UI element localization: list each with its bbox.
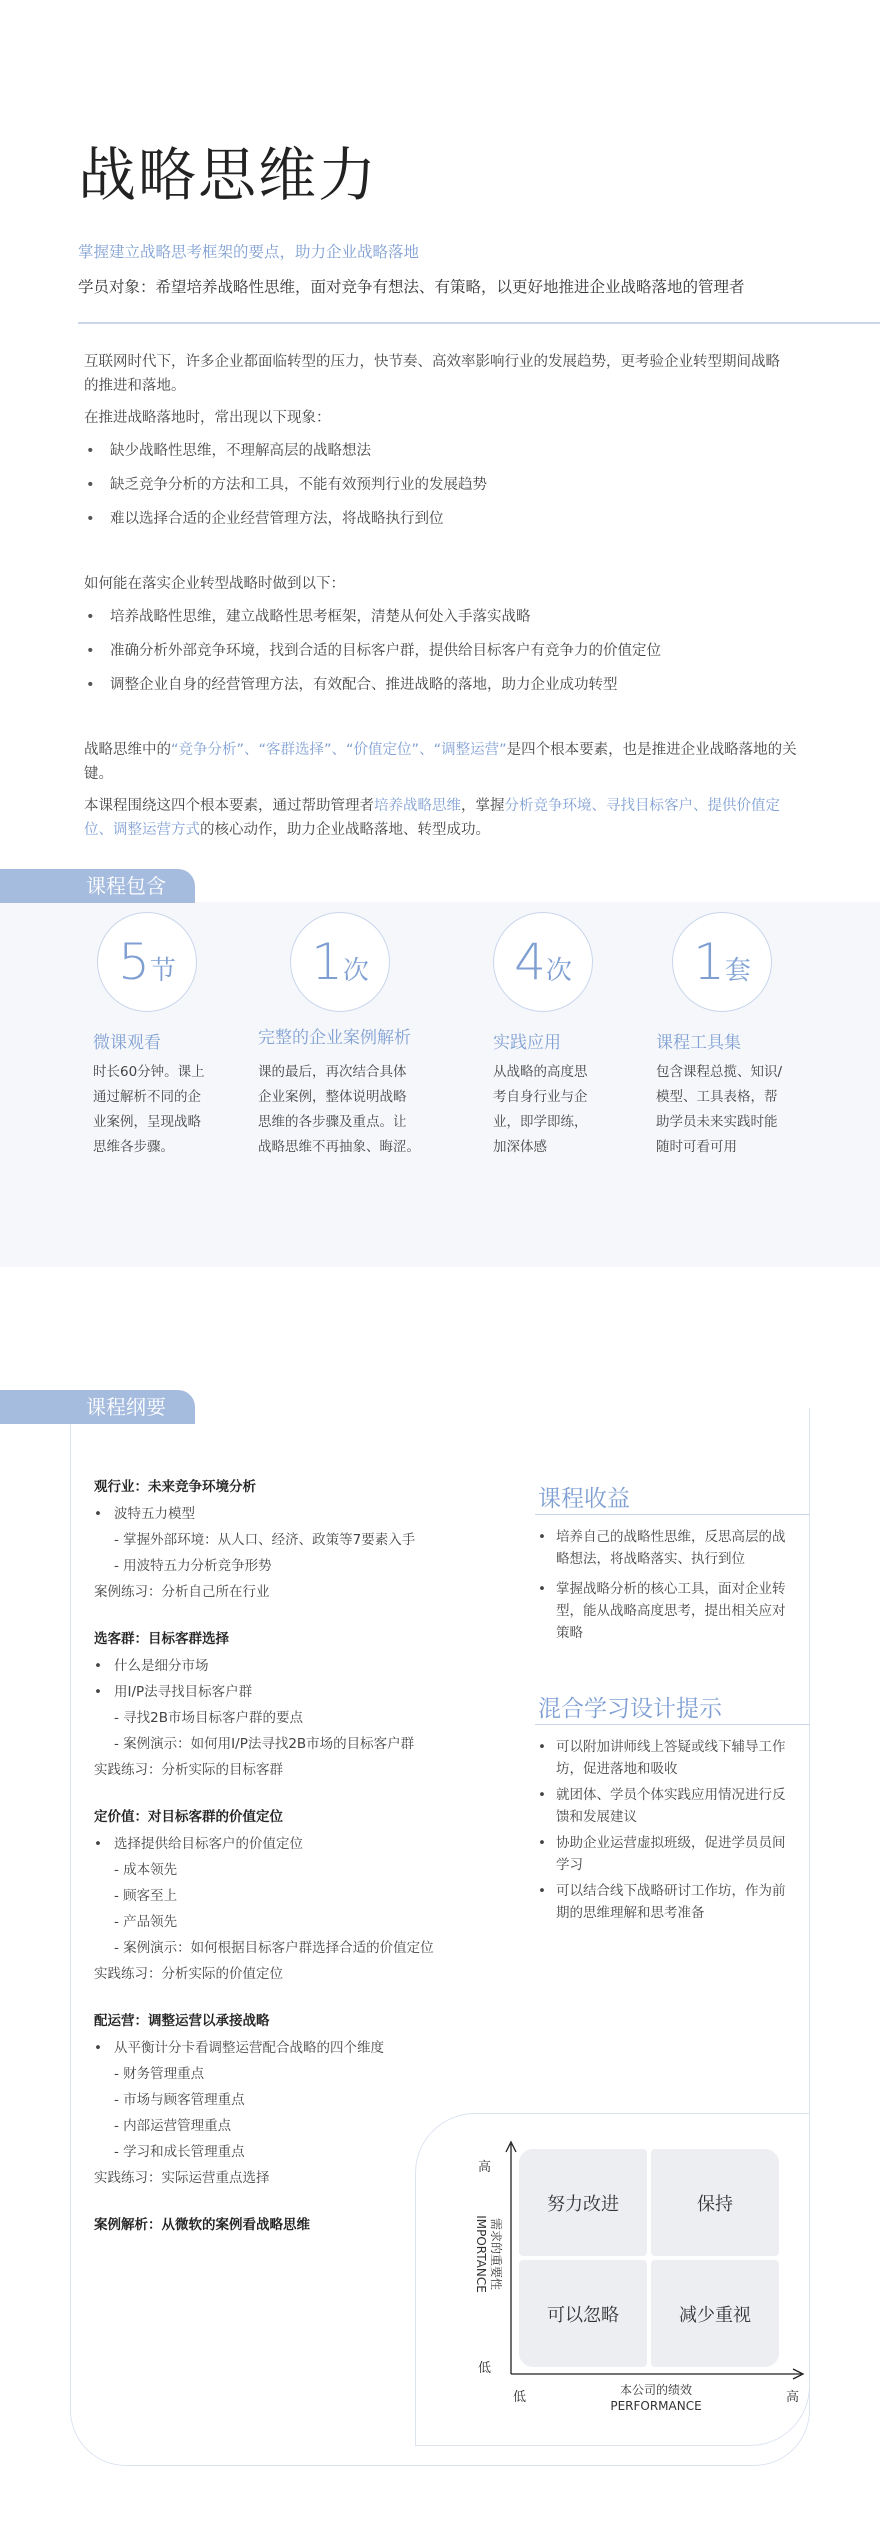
outline-tab: 课程纲要 — [0, 1390, 195, 1424]
benefits-list — [538, 1526, 788, 1646]
includes-tab: 课程包含 — [0, 869, 195, 903]
feature-title: 课程工具集 — [656, 1033, 741, 1053]
module-title: 选客群：目标客群选择 — [94, 1631, 229, 1647]
feature-description-line: 加深体感 — [493, 1139, 547, 1155]
feature-description-line: 包含课程总揽、知识/ — [656, 1064, 783, 1080]
x-axis-title-cn: 本公司的绩效 — [619, 2383, 692, 2397]
feature-title: 微课观看 — [93, 1033, 161, 1053]
module-bullet: • 波特五力模型 — [94, 1501, 494, 1527]
outline-module — [94, 1475, 494, 1605]
module-title: 定价值：对目标客群的价值定位 — [94, 1809, 283, 1825]
blended-item: • 协助企业运营虚拟班级，促进学员员间学习 — [538, 1832, 788, 1876]
feature-title: 实践应用 — [493, 1033, 561, 1053]
module-bullet: • 选择提供给目标客户的价值定位 — [94, 1831, 494, 1857]
feature-description — [258, 1060, 420, 1160]
blended-divider — [535, 1724, 810, 1725]
feature-description-line: 课的最后，再次结合具体 — [258, 1064, 407, 1080]
feature-count-circle — [672, 912, 772, 1012]
feature-description-line: 考自身行业与企 — [493, 1089, 588, 1105]
module-subitem: - 内部运营管理重点 — [114, 2118, 232, 2134]
feature-description — [656, 1060, 782, 1160]
feature-description-line: 模型、工具表格，帮 — [656, 1089, 778, 1105]
quadrant-reduce: 减少重视 — [651, 2260, 779, 2367]
module-title: 配运营：调整运营以承接战略 — [94, 2013, 270, 2029]
feature-count-circle — [290, 912, 390, 1012]
module-bullet: • 从平衡计分卡看调整运营配合战略的四个维度 — [94, 2035, 494, 2061]
feature-unit: 节 — [149, 956, 176, 986]
matrix-card — [415, 2113, 810, 2446]
key-elements-text: 是四个根本要素，也是推进企业战略落地的关键。 — [84, 742, 797, 782]
key-elements-paragraph — [84, 738, 800, 786]
x-axis-title — [581, 2382, 731, 2414]
feature-description-line: 助学员未来实践时能 — [656, 1114, 778, 1130]
key-elements-text: 战略思维中的 — [84, 742, 171, 758]
module-practice: 实践练习：分析实际的目标客群 — [94, 1762, 283, 1778]
module-subitem: - 产品领先 — [114, 1914, 178, 1930]
feature-count-circle — [97, 912, 197, 1012]
feature-description-line: 思维各步骤。 — [93, 1139, 174, 1155]
module-practice: 案例练习：分析自己所在行业 — [94, 1584, 270, 1600]
problem-item: • 缺乏竞争分析的方法和工具，不能有效预判行业的发展趋势 — [84, 473, 804, 497]
problem-item: • 缺少战略性思维，不理解高层的战略想法 — [84, 439, 804, 463]
module-bullet: • 用I/P法寻找目标客户群 — [94, 1679, 494, 1705]
course-focus-highlight: 培养战略思维 — [374, 798, 461, 814]
feature-unit: 次 — [545, 956, 572, 986]
outline-module — [94, 1627, 494, 1783]
module-title: 案例解析：从微软的案例看战略思维 — [94, 2217, 310, 2233]
course-focus-text: ，掌握 — [461, 798, 505, 814]
header-divider — [78, 322, 880, 324]
feature-count-circle — [493, 912, 593, 1012]
course-focus-highlight: 分析竞争环境、寻找目标客户、提供价值定位、调整运营方式 — [84, 798, 780, 838]
feature-description-line: 时长60分钟。课上 — [93, 1064, 205, 1080]
feature-description-line: 思维的各步骤及重点。让 — [258, 1114, 407, 1130]
feature-description — [93, 1060, 205, 1160]
feature-description-line: 从战略的高度思 — [493, 1064, 588, 1080]
page-subtitle: 掌握建立战略思考框架的要点，助力企业战略落地 — [78, 243, 420, 261]
benefits-divider — [535, 1514, 810, 1515]
module-subitem: - 学习和成长管理重点 — [114, 2144, 245, 2160]
feature-description-line: 业案例，呈现战略 — [93, 1114, 201, 1130]
feature-description-line: 战略思维不再抽象、晦涩。 — [258, 1139, 420, 1155]
feature-unit: 次 — [342, 956, 369, 986]
feature-description-line: 业，即学即练， — [493, 1114, 588, 1130]
goal-list — [84, 605, 824, 707]
intro-paragraph-3: 如何能在落实企业转型战略时做到以下： — [84, 576, 345, 592]
x-axis-low-label: 低 — [513, 2390, 527, 2405]
target-audience: 学员对象：希望培养战略性思维，面对竞争有想法、有策略，以更好地推进企业战略落地的管理者 — [78, 278, 745, 296]
module-subitem: - 掌握外部环境：从人口、经济、政策等7要素入手 — [114, 1532, 416, 1548]
benefit-item: • 培养自己的战略性思维，反思高层的战略想法，将战略落实、执行到位 — [538, 1526, 788, 1570]
y-axis-title-cn: 需求的重要性 — [489, 2217, 503, 2290]
blended-item: • 就团体、学员个体实践应用情况进行反馈和发展建议 — [538, 1784, 788, 1828]
goal-item: • 培养战略性思维，建立战略性思考框架，清楚从何处入手落实战略 — [84, 605, 824, 629]
module-subitem: - 成本领先 — [114, 1862, 178, 1878]
feature-description-line: 企业案例，整体说明战略 — [258, 1089, 407, 1105]
feature-description — [493, 1060, 588, 1160]
module-subitem: - 市场与顾客管理重点 — [114, 2092, 245, 2108]
module-practice: 实践练习：实际运营重点选择 — [94, 2170, 270, 2186]
feature-title: 完整的企业案例解析 — [258, 1028, 411, 1048]
feature-count: 1 — [311, 933, 343, 991]
benefits-title: 课程收益 — [538, 1486, 630, 1512]
problem-item: • 难以选择合适的企业经营管理方法，将战略执行到位 — [84, 507, 804, 531]
feature-unit: 套 — [724, 956, 751, 986]
page-title: 战略思维力 — [78, 141, 379, 209]
quadrant-improve: 努力改进 — [519, 2149, 647, 2256]
module-subitem: - 用波特五力分析竞争形势 — [114, 1558, 272, 1574]
x-axis-high-label: 高 — [786, 2390, 800, 2405]
module-subitem: - 财务管理重点 — [114, 2066, 205, 2082]
quadrant-ignore: 可以忽略 — [519, 2260, 647, 2367]
blended-list — [538, 1736, 788, 1926]
module-bullet: • 什么是细分市场 — [94, 1653, 494, 1679]
problem-list — [84, 439, 804, 541]
y-axis-low-label: 低 — [478, 2361, 492, 2376]
feature-count: 5 — [118, 933, 150, 991]
goal-item: • 准确分析外部竞争环境，找到合适的目标客户群，提供给目标客户有竞争力的价值定位 — [84, 639, 824, 663]
course-focus-text: 的核心动作，助力企业战略落地、转型成功。 — [200, 822, 490, 838]
module-subitem: - 案例演示：如何根据目标客户群选择合适的价值定位 — [114, 1940, 434, 1956]
benefit-item: • 掌握战略分析的核心工具，面对企业转型，能从战略高度思考，提出相关应对策略 — [538, 1578, 788, 1644]
y-axis-high-label: 高 — [478, 2160, 492, 2175]
module-subitem: - 顾客至上 — [114, 1888, 178, 1904]
y-axis-title-en: IMPORTANCE — [474, 2215, 488, 2293]
module-subitem: - 寻找2B市场目标客户群的要点 — [114, 1710, 304, 1726]
intro-paragraph-1: 互联网时代下，许多企业都面临转型的压力，快节奏、高效率影响行业的发展趋势，更考验企业转型期间战略的推进和落地。 — [84, 354, 780, 394]
intro-paragraph-2: 在推进战略落地时，常出现以下现象： — [84, 410, 331, 426]
module-title: 观行业：未来竞争环境分析 — [94, 1479, 256, 1495]
blended-item: • 可以附加讲师线上答疑或线下辅导工作坊，促进落地和吸收 — [538, 1736, 788, 1780]
key-elements-highlight: “竞争分析”、“客群选择”、“价值定位”、“调整运营” — [171, 742, 507, 758]
course-focus-text: 本课程围绕这四个根本要素，通过帮助管理者 — [84, 798, 374, 814]
blended-title: 混合学习设计提示 — [538, 1696, 722, 1722]
feature-count: 1 — [693, 933, 725, 991]
feature-description-line: 随时可看可用 — [656, 1139, 737, 1155]
module-subitem: - 案例演示：如何用I/P法寻找2B市场的目标客户群 — [114, 1736, 415, 1752]
outline-module — [94, 1805, 494, 1987]
course-focus-paragraph — [84, 794, 800, 842]
blended-item: • 可以结合线下战略研讨工作坊，作为前期的思维理解和思考准备 — [538, 1880, 788, 1924]
feature-description-line: 通过解析不同的企 — [93, 1089, 201, 1105]
feature-count: 4 — [514, 933, 546, 991]
module-practice: 实践练习：分析实际的价值定位 — [94, 1966, 283, 1982]
quadrant-maintain: 保持 — [651, 2149, 779, 2256]
goal-item: • 调整企业自身的经营管理方法，有效配合、推进战略的落地，助力企业成功转型 — [84, 673, 824, 697]
x-axis-title-en: PERFORMANCE — [610, 2399, 702, 2413]
